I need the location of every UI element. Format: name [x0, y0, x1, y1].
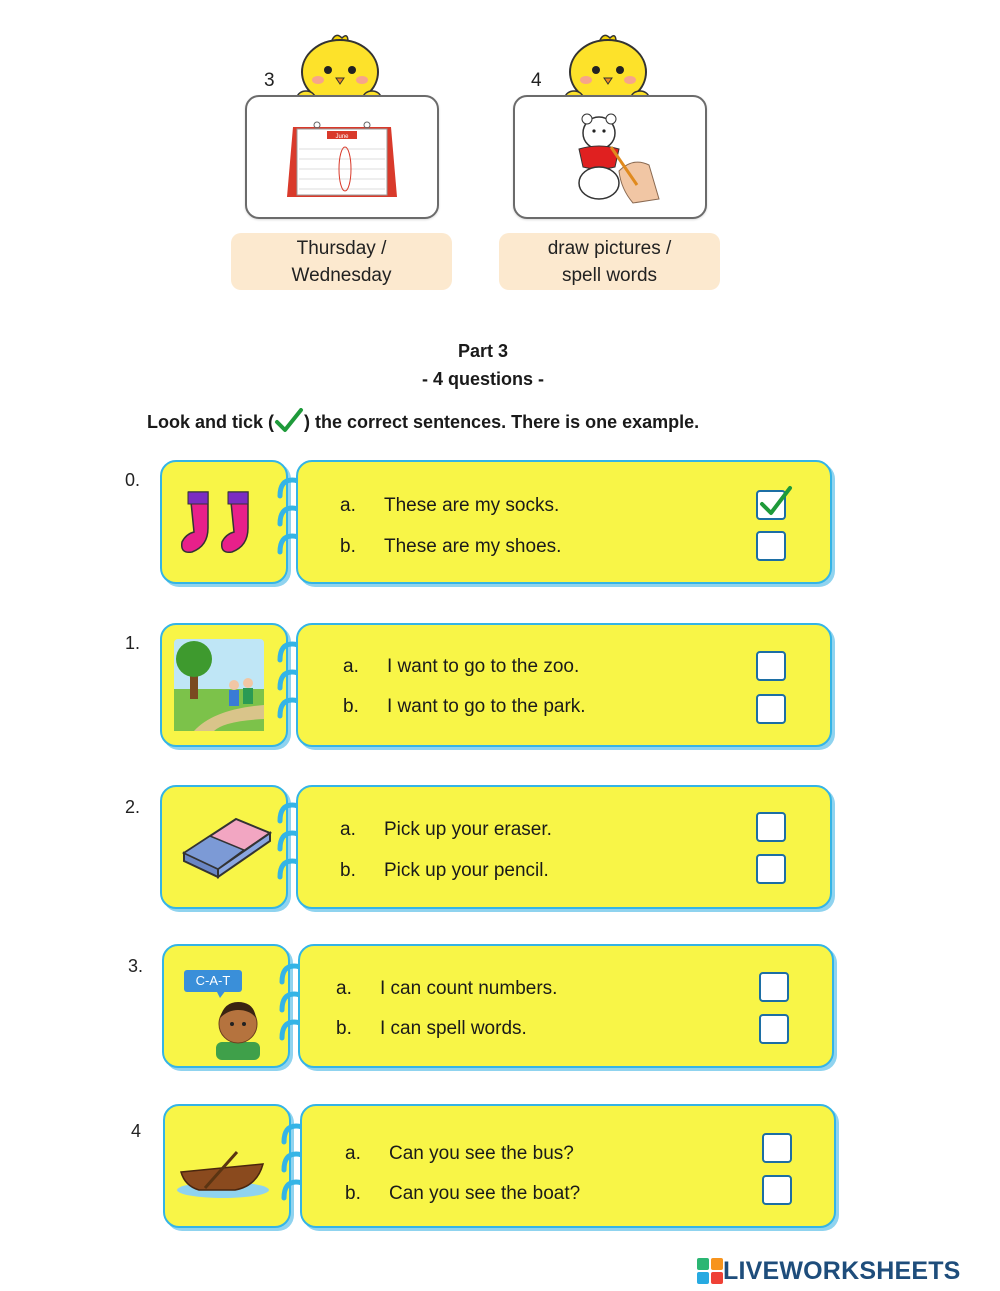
checkbox-q4-b[interactable]: [762, 1175, 792, 1205]
option-a: [336, 978, 557, 1000]
tick-icon: [274, 408, 304, 434]
question-number: 0.: [125, 470, 141, 490]
option-letter: a.: [340, 495, 356, 516]
option-letter: a.: [340, 819, 356, 840]
speech-bubble: C-A-T: [184, 970, 242, 992]
pill-line-1: Thursday /: [296, 237, 387, 259]
option-text: I want to go to the park.: [387, 696, 586, 717]
svg-text:June: June: [335, 134, 349, 140]
checkbox-q0-a-checked[interactable]: [756, 490, 786, 520]
option-letter: b.: [345, 1183, 361, 1204]
option-text: These are my shoes.: [384, 536, 562, 557]
option-text: Can you see the bus?: [389, 1143, 574, 1164]
option-text: I can spell words.: [380, 1018, 527, 1039]
question-picture-card: [160, 785, 288, 909]
answer-choice-pill: [231, 233, 452, 290]
option-text: I want to go to the zoo.: [387, 656, 580, 677]
part-title: Part 3: [457, 341, 509, 361]
question-options-card: [296, 623, 832, 747]
calendar-icon: [287, 119, 397, 201]
eraser-icon: [180, 813, 272, 879]
option-b: [345, 1183, 580, 1205]
option-text: These are my socks.: [384, 495, 560, 516]
tick-icon: [758, 484, 794, 520]
question-picture-card: [163, 1104, 291, 1228]
checkbox-q3-b[interactable]: [759, 1014, 789, 1044]
checkbox-q3-a[interactable]: [759, 972, 789, 1002]
question-options-card: [300, 1104, 836, 1228]
question-options-card: [296, 785, 832, 909]
question-number: 3.: [128, 956, 144, 976]
checkbox-q1-b[interactable]: [756, 694, 786, 724]
picture-frame: [245, 95, 439, 219]
answer-choice-pill: [499, 233, 720, 290]
picture-frame: [513, 95, 707, 219]
checkbox-q2-b[interactable]: [756, 854, 786, 884]
option-letter: b.: [343, 696, 359, 717]
question-options-card: [296, 460, 832, 584]
logo-mark-icon: [697, 1258, 723, 1284]
checkbox-q2-a[interactable]: [756, 812, 786, 842]
option-b: [343, 696, 586, 718]
option-text: I can count numbers.: [380, 978, 558, 999]
option-text: Pick up your pencil.: [384, 860, 549, 881]
socks-icon: [178, 488, 274, 558]
option-b: [336, 1018, 527, 1040]
park-icon: [174, 639, 264, 731]
question-number: 1.: [125, 633, 141, 653]
question-number: 2.: [125, 797, 141, 817]
liveworksheets-logo: [697, 1256, 961, 1286]
pill-line-2: spell words: [561, 264, 658, 286]
option-text: Pick up your eraser.: [384, 819, 552, 840]
question-options-card: [298, 944, 834, 1068]
question-number: 4: [131, 1121, 142, 1141]
option-a: [345, 1143, 574, 1165]
checkbox-q4-a[interactable]: [762, 1133, 792, 1163]
checkbox-q0-b[interactable]: [756, 531, 786, 561]
checkbox-q1-a[interactable]: [756, 651, 786, 681]
instructions: [147, 408, 699, 434]
option-b: [340, 860, 549, 882]
logo-text: LIVEWORKSHEETS: [723, 1256, 961, 1285]
option-a: [343, 656, 579, 678]
option-letter: a.: [345, 1143, 361, 1164]
question-picture-card: [160, 623, 288, 747]
option-letter: b.: [340, 860, 356, 881]
part-subtitle: - 4 questions -: [421, 369, 544, 389]
pill-line-1: draw pictures /: [547, 237, 672, 259]
option-letter: a.: [336, 978, 352, 999]
option-letter: b.: [340, 536, 356, 557]
question-picture-card: [160, 460, 288, 584]
pill-line-2: Wednesday: [291, 264, 392, 286]
option-text: Can you see the boat?: [389, 1183, 581, 1204]
card-number: 3: [264, 70, 275, 91]
option-b: [340, 536, 561, 558]
instruction-text-end: ) the correct sentences. There is one example.: [304, 412, 700, 432]
question-picture-card: [162, 944, 290, 1068]
option-a: [340, 495, 559, 517]
boat-icon: [175, 1150, 271, 1200]
option-a: [340, 819, 552, 841]
card-number: 4: [531, 70, 542, 91]
instruction-text-start: Look and tick (: [147, 412, 275, 432]
option-letter: a.: [343, 656, 359, 677]
option-letter: b.: [336, 1018, 352, 1039]
drawing-hand-icon: [563, 107, 663, 207]
boy-spelling-icon: [214, 990, 264, 1060]
